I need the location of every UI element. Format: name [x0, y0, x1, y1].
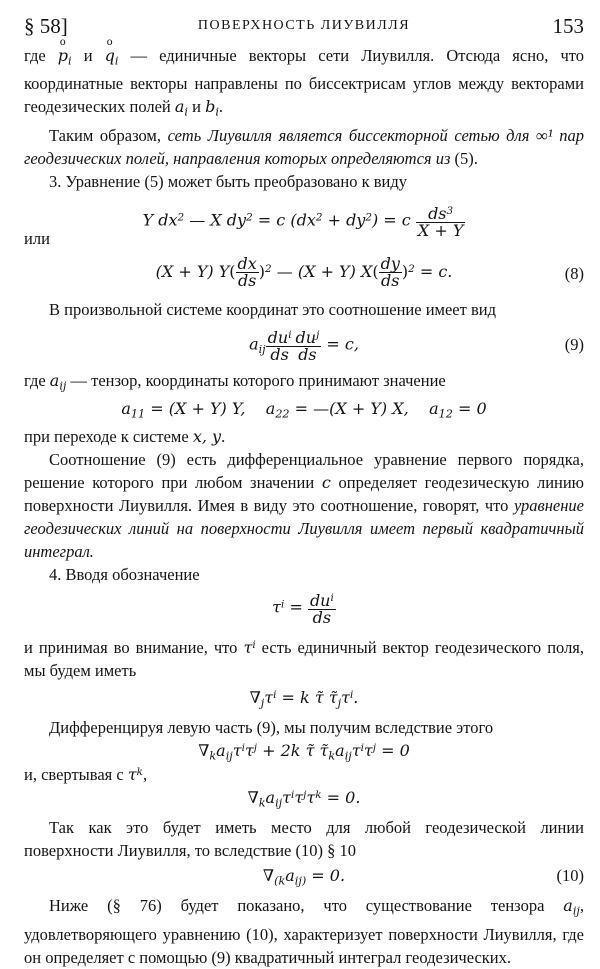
- paragraph-contracting: и, свертывая с $\tau^k$,: [24, 765, 148, 785]
- word-or: или: [24, 228, 50, 248]
- paragraph-first-integral: Соотношение (9) есть дифференциальное уравнение первого порядка, решение которого при любом значении c определяет геодезическую линию поверхности Лиувилля. Имея в виду это соотношение, говорят, что уравнение геодезических линий на поверхности Лиувилля имеет первый квадратичный интеграл.: [24, 450, 585, 562]
- book-page: [24, 10, 584, 969]
- equation-9-number: (9): [564, 334, 584, 354]
- equation-contracted: $\nabla_ka_{ij}\tau^i\tau^j\tau^k = 0$.: [247, 788, 361, 810]
- equation-8-number: (8): [564, 263, 584, 283]
- equation-tau-definition: $\tau^i$ = $\frac{du^i}{ds}$: [272, 591, 334, 628]
- equation-derivative: $\nabla_ka_{ij}\tau^i\tau^j + 2k$ τ̃ $\taũ_ka_{ij}\tau^i\tau^j = 0$: [198, 741, 410, 763]
- equation-10-number: (10): [556, 866, 584, 886]
- paragraph-item-3: 3. Уравнение (5) может быть преобразовано к виду: [49, 171, 407, 191]
- equation-5-transformed: Y $dx^2$ — X $dy^2 = c$ $(dx^2 + dy^2) = c$ $\frac{ds^3}{X + Y}$: [142, 203, 464, 240]
- paragraph-any-geodesic: Так как это будет иметь место для любой геодезической линии поверхности Лиувилля, то вследствие (10) § 10: [24, 818, 584, 861]
- paragraph-item-4: 4. Вводя обозначение: [49, 565, 200, 585]
- equation-8: (X + Y) Y( $\frac{dx}{ds}$ )$^2$ — (X + Y) X( $\frac{dy}{ds}$ )$^2$ = c. (8): [155, 253, 584, 290]
- paragraph-unit-vector: и принимая во внимание, что $\tau^i$ есть единичный вектор геодезического поля, мы будем иметь: [24, 638, 585, 681]
- running-title: ПОВЕРХНОСТЬ ЛИУВИЛЛЯ: [197, 18, 411, 33]
- paragraph-conclusion: Ниже (§ 76) будет показано, что существование тензора $a_{ij}$, удовлетворяющего уравнению (10), характеризует поверхности Лиувилля, где он определяет с помощью (9) квадратичный интеграл геодезических.: [24, 896, 584, 967]
- paragraph-bisector-net: Таким образом, сеть Лиувилля является биссекторной сетью для ∞¹ пар геодезических полей, направления которых определяются из (5).: [24, 125, 585, 168]
- equation-tensor-components: $a_{11} = (X + Y)$ Y, $a_{22}$ = —(X + Y) X, $a_{12} = 0$: [121, 399, 487, 421]
- equation-9: $a_{ij}$ $\frac{du^i}{ds}$ $\frac{du^j}{ds}$ = c, (9): [249, 327, 584, 364]
- paragraph-arbitrary-coords: В произвольной системе координат это соотношение имеет вид: [49, 299, 496, 319]
- paragraph-liouville-net: где o $p_i$ и o $q_i$ — единичные векторы сети Лиувилля. Отсюда ясно, что координатные векторы направлены по биссектрисам углов между векторами геодезических полей $a_i$ и $b_i$.: [24, 44, 584, 124]
- equation-nabla-tau: $\nabla_j\tau^i = k$ τ̃ $\taũ_j\tau^i$.: [249, 688, 359, 710]
- page-number: 153: [552, 14, 584, 38]
- paragraph-differentiating: Дифференцируя левую часть (9), мы получим вследствие этого: [49, 718, 494, 738]
- equation-10: $\nabla_{(k}a_{ij)} = 0$. (10): [262, 866, 584, 888]
- paragraph-tensor-aij: где $a_{ij}$ — тензор, координаты которого принимают значение: [24, 370, 446, 393]
- paragraph-coordinate-system: при переходе к системе x, y.: [24, 427, 226, 447]
- section-marker: § 58]: [24, 14, 68, 38]
